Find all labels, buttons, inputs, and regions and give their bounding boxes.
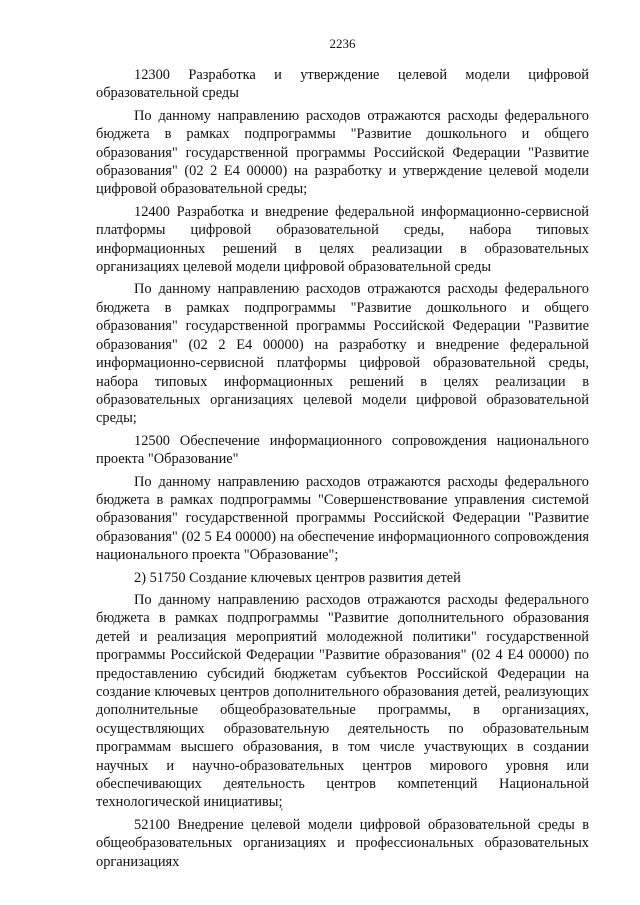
paragraph-12300-heading: 12300 Разработка и утверждение целевой модели цифровой образовательной среды	[96, 67, 589, 102]
paragraph-12400-body: По данному направлению расходов отражаются расходы федерального бюджета в рамках подпрограммы "Развитие дошкольного и общего образования" государственной программы Российской Федерации "Развитие образования" (02 2 Е4 00000) на разработку и внедрение федеральной информационно-сервисной платформы цифровой образовательной среды, набора типовых информационных решений в целях реализации в образовательных организациях целевой модели цифровой образовательной среды;	[96, 281, 589, 427]
paragraph-12300-body: По данному направлению расходов отражаются расходы федерального бюджета в рамках подпрограммы "Развитие дошкольного и общего образования" государственной программы Российской Федерации "Развитие образования" (02 2 Е4 00000) на разработку и утверждение целевой модели цифровой образовательной среды;	[96, 107, 589, 198]
paragraph-12400-heading: 12400 Разработка и внедрение федеральной информационно-сервисной платформы цифровой образовательной среды, набора типовых информационных решений в целях реализации в образовательных организациях целевой модели цифровой образовательной среды	[96, 203, 589, 276]
document-page	[96, 36, 589, 875]
paragraph-51750-heading: 2) 51750 Создание ключевых центров развития детей	[134, 569, 461, 586]
paragraph-51750-body: По данному направлению расходов отражаются расходы федерального бюджета в рамках подпрограммы "Развитие дополнительного образования детей и реализация мероприятий молодежной политики" государственной программы Российской Федерации "Развитие образования" (02 4 Е4 00000) по предоставлению субсидий бюджетам субъектов Российской Федерации на создание ключевых центров дополнительного образования детей, реализующих дополнительные общеобразовательные программы, в организациях, осуществляющих образовательную деятельность по образовательным программам высшего образования, в том числе участвующих в создании научных и научно-образовательных центров мирового уровня или обеспечивающих деятельность центров компетенций Национальной технологической инициативы;	[96, 591, 589, 811]
page-number: 2236	[329, 36, 356, 51]
paragraph-12500-body: По данному направлению расходов отражаются расходы федерального бюджета в рамках подпрограммы "Совершенствование управления системой образования" государственной программы Российской Федерации "Развитие образования" (02 5 Е4 00000) на обеспечение информационного сопровождения национального проекта "Образование";	[96, 473, 589, 564]
paragraph-12500-heading: 12500 Обеспечение информационного сопровождения национального проекта "Образование"	[96, 432, 589, 468]
scan-speck: ʻ	[280, 806, 284, 818]
paragraph-52100-heading: 52100 Внедрение целевой модели цифровой образовательной среды в общеобразовательных организациях и профессиональных образовательных организациях	[96, 816, 589, 870]
